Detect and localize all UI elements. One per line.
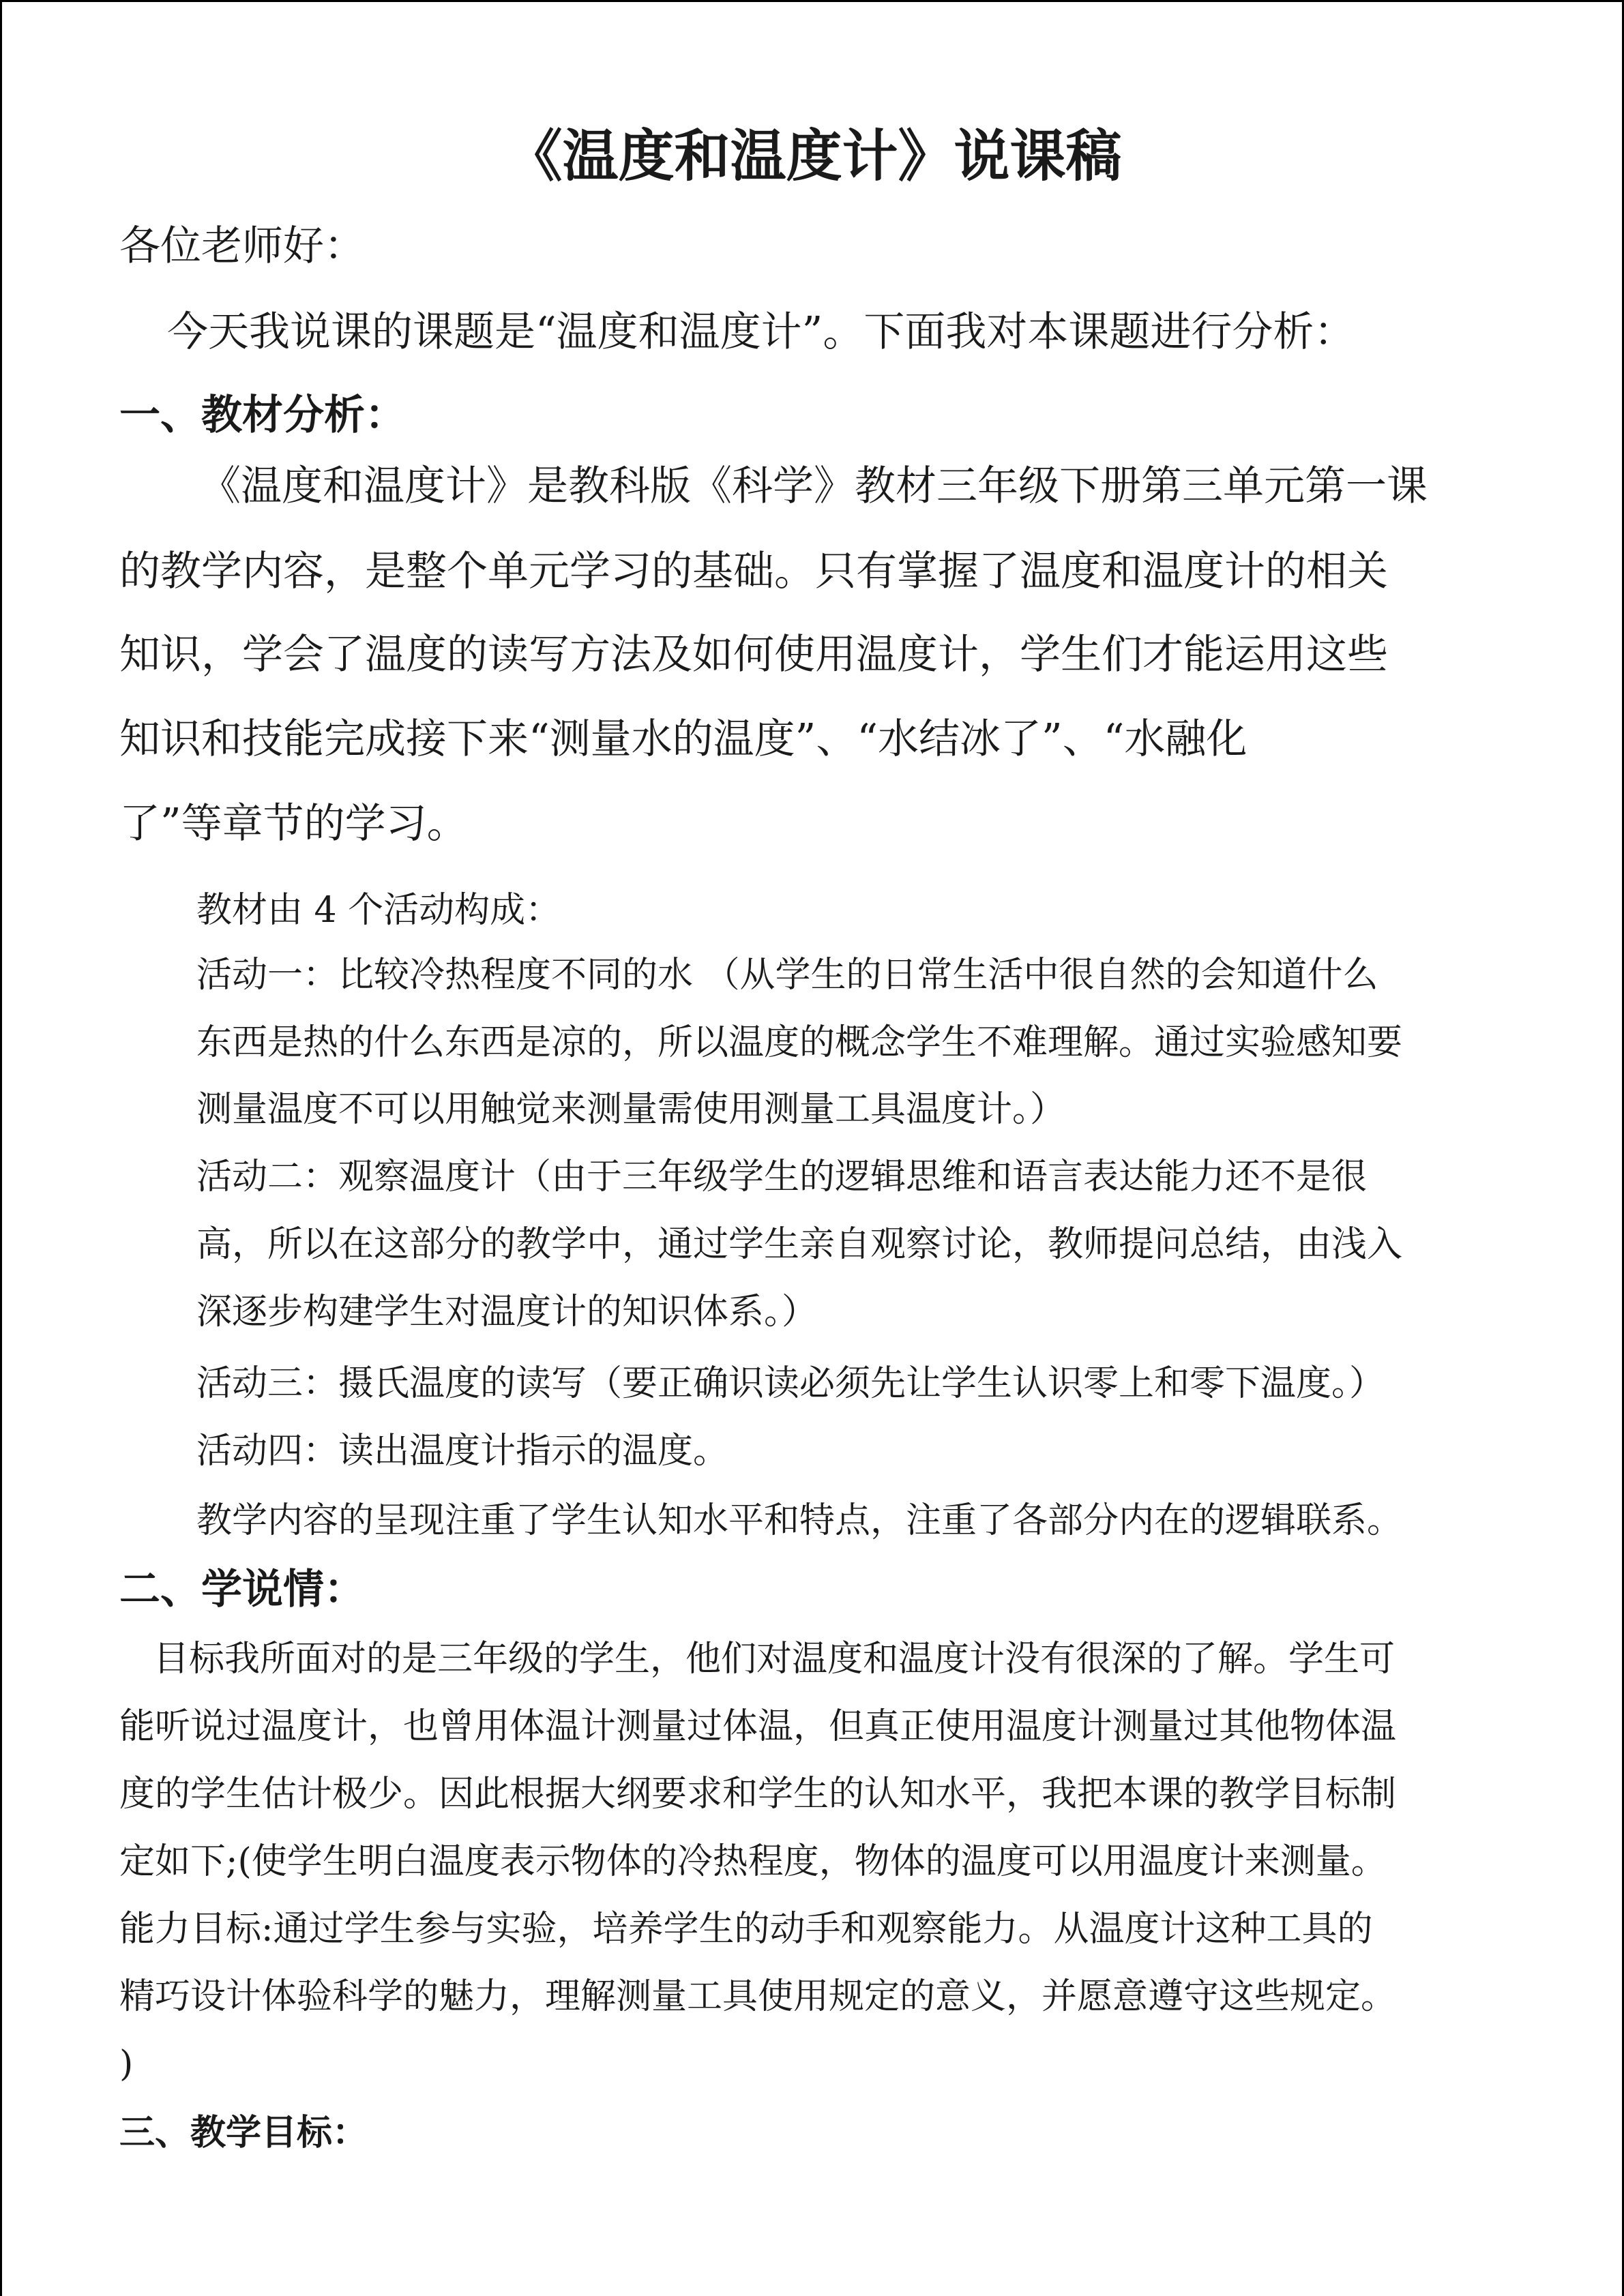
section-heading-student-analysis: 二、学说情：: [119, 1566, 365, 1613]
document-title: 《温度和温度计》说课稿: [506, 124, 1122, 189]
greeting-text: 各位老师好：: [119, 222, 365, 270]
paragraph-line: 能力目标:通过学生参与实验，培养学生的动手和观察能力。从温度计这种工具的: [119, 1909, 1373, 1950]
paragraph-line: 知识和技能完成接下来“测量水的温度”、“水结冰了”、“水融化: [119, 715, 1247, 763]
paragraph-line: 能听说过温度计，也曾用体温计测量过体温，但真正使用温度计测量过其他物体温: [119, 1706, 1397, 1747]
paragraph-line: 知识，学会了温度的读写方法及如何使用温度计，学生们才能运用这些: [119, 631, 1388, 679]
activity-line: 深逐步构建学生对温度计的知识体系。）: [196, 1292, 818, 1332]
intro-text: 今天我说课的课题是“温度和温度计”。下面我对本课题进行分析：: [167, 308, 1355, 356]
activity-line: 活动一：比较冷热程度不同的水 （从学生的日常生活中很自然的会知道什么: [196, 955, 1378, 996]
activity-line: 活动二：观察温度计（由于三年级学生的逻辑思维和语言表达能力还不是很: [196, 1157, 1368, 1197]
activity-line: 东西是热的什么东西是凉的，所以温度的概念学生不难理解。通过实验感知要: [196, 1022, 1403, 1063]
paragraph-line: 《温度和温度计》是教科版《科学》教材三年级下册第三单元第一课: [200, 462, 1428, 510]
paragraph-line: 度的学生估计极少。因此根据大纲要求和学生的认知水平，我把本课的教学目标制: [119, 1774, 1397, 1815]
activity-line: 教学内容的呈现注重了学生认知水平和特点，注重了各部分内在的逻辑联系。: [196, 1500, 1403, 1541]
section-heading-teaching-goals: 三、教学目标：: [119, 2113, 368, 2153]
activity-line: 活动四：读出温度计指示的温度。: [196, 1431, 729, 1472]
activity-line: 测量温度不可以用触觉来测量需使用测量工具温度计。）: [196, 1089, 1066, 1130]
paragraph-line: 目标我所面对的是三年级的学生，他们对温度和温度计没有很深的了解。学生可: [153, 1639, 1396, 1680]
activity-line: 高，所以在这部分的教学中，通过学生亲自观察讨论，教师提问总结，由浅入: [196, 1224, 1403, 1265]
activities-intro: 教材由 4 个活动构成：: [196, 890, 561, 931]
activity-line: 活动三：摄氏温度的读写（要正确识读必须先让学生认识零上和零下温度。）: [196, 1363, 1385, 1404]
paragraph-line: 精巧设计体验科学的魅力，理解测量工具使用规定的意义，并愿意遵守这些规定。: [119, 1976, 1397, 2017]
paragraph-line: 定如下;(使学生明白温度表示物体的冷热程度，物体的温度可以用温度计来测量。: [119, 1841, 1387, 1882]
section-heading-textbook-analysis: 一、教材分析：: [119, 391, 406, 439]
paragraph-line: 了”等章节的学习。: [119, 800, 468, 848]
paragraph-line: ): [119, 2044, 134, 2085]
paragraph-line: 的教学内容，是整个单元学习的基础。只有掌握了温度和温度计的相关: [119, 548, 1388, 595]
